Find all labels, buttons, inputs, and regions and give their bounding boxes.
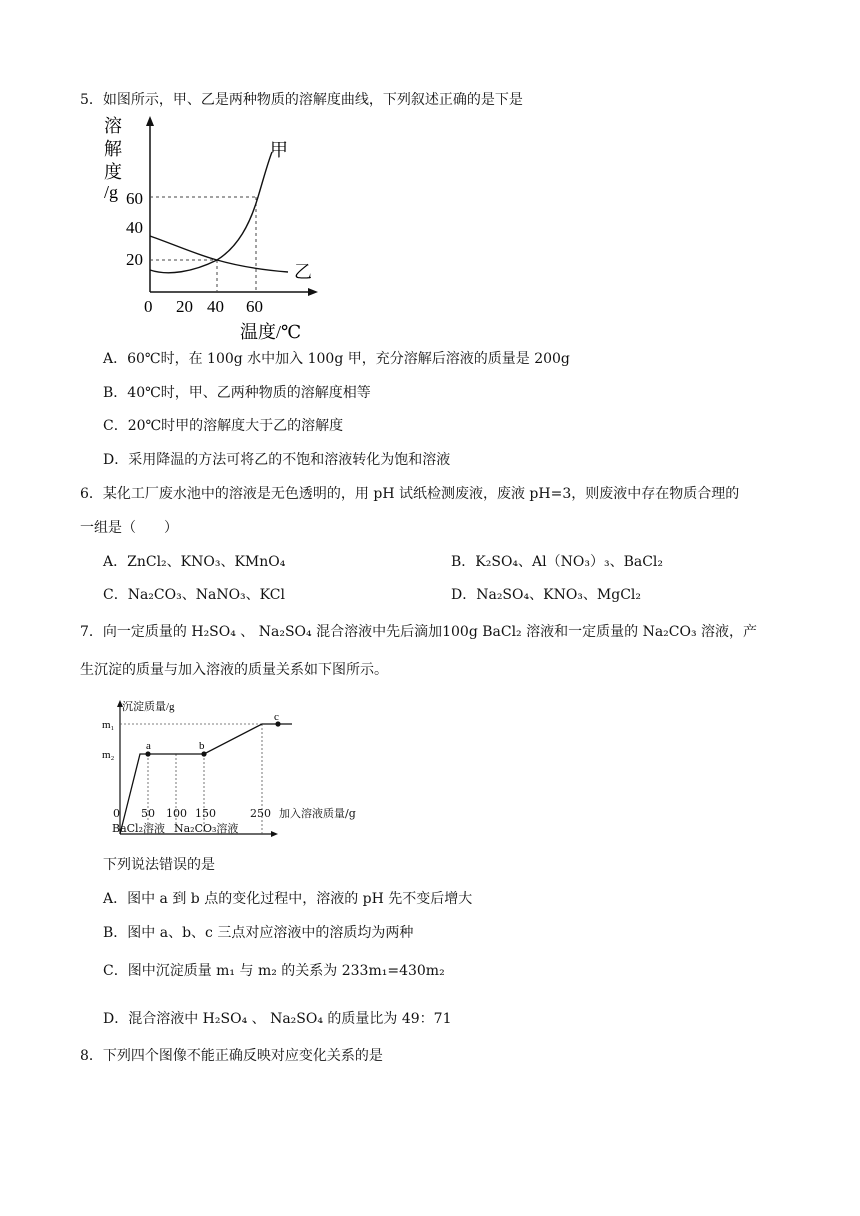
q7-xtick-0-text: 0 [113,807,120,820]
q5-xtick-40: 40 [207,297,224,316]
q5-option-d: D．采用降温的方法可将乙的不饱和溶液转化为饱和溶液 [103,452,451,468]
q7-xlabel: 加入溶液质量/g [279,807,356,820]
q5-xtick-60: 60 [246,297,263,316]
q7-ylabel: 沉淀质量/g [122,701,175,713]
q5-stem: 5．如图所示，甲、乙是两种物质的溶解度曲线，下列叙述正确的是下是 [80,92,523,108]
q6-stem-line1: 6．某化工厂废水池中的溶液是无色透明的，用 pH 试纸检测废液，废液 pH=3，则废液中存在物质合理的 [80,486,740,502]
q7-option-c: C．图中沉淀质量 m₁ 与 m₂ 的关系为 233m₁=430m₂ [103,963,445,979]
q7-lead: 下列说法错误的是 [103,857,215,873]
q5-option-a: A．60℃时，在 100g 水中加入 100g 甲，充分溶解后溶液的质量是 200g [103,351,570,367]
q5-xtick-20: 20 [176,297,193,316]
q5-ytick-20: 20 [126,250,143,269]
q7-point-b [201,751,206,756]
q6-option-c: C．Na₂CO₃、NaNO₃、KCl [103,587,285,603]
q5-curve-jia-label: 甲 [270,140,288,160]
q5-ylabel-4: /g [104,182,119,202]
q7-option-d: D．混合溶液中 H₂SO₄ 、 Na₂SO₄ 的质量比为 49：71 [103,1011,452,1027]
q7-xtick-100-text: 100 [166,807,187,820]
q7-xtick-150-text: 150 [195,807,216,820]
q5-ylabel-3: 度 [104,162,122,182]
q7-ytick-m1: m₁ [102,719,115,731]
q5-solubility-chart [98,112,338,348]
q5-xlabel: 温度/℃ [240,322,302,342]
q7-point-c-label: c [274,711,279,723]
q6-option-b: B．K₂SO₄、Al（NO₃）₃、BaCl₂ [451,554,664,570]
q5-xtick-0: 0 [144,297,153,316]
q7-stem-line1: 7．向一定质量的 H₂SO₄ 、 Na₂SO₄ 混合溶液中先后滴加100g BaCl₂ 溶液和一定质量的 Na₂CO₃ 溶液，产 [80,624,758,640]
q5-ylabel-1: 溶 [104,116,122,136]
q7-xtick-250-text: 250 [250,807,271,820]
q7-ytick-m2: m₂ [102,749,115,761]
q5-ytick-60: 60 [126,189,143,208]
q7-option-a: A．图中 a 到 b 点的变化过程中，溶液的 pH 先不变后增大 [103,891,473,907]
q5-curve-yi [150,236,288,272]
q7-point-a-label: a [146,740,151,752]
q7-xtick-row [113,807,373,821]
q7-stem-line2: 生沉淀的质量与加入溶液的质量关系如下图所示。 [80,662,388,678]
q5-option-c: C．20℃时甲的溶解度大于乙的溶解度 [103,418,344,434]
q7-point-a [145,751,150,756]
q5-curve-yi-label: 乙 [294,262,312,282]
q5-curve-jia [150,152,272,273]
q7-point-b-label: b [199,740,205,752]
q7-xtick-50-text: 50 [141,807,155,820]
q6-stem-line2: 一组是（ ） [80,520,178,536]
q5-ytick-40: 40 [126,218,143,237]
q6-option-d: D．Na₂SO₄、KNO₃、MgCl₂ [451,587,642,603]
q6-option-a: A．ZnCl₂、KNO₃、KMnO₄ [103,554,286,570]
q5-option-b: B．40℃时，甲、乙两种物质的溶解度相等 [103,385,371,401]
q7-under-label-1: BaCl₂溶液 [112,822,165,835]
q7-option-b: B．图中 a、b、c 三点对应溶液中的溶质均为两种 [103,925,414,941]
q5-ylabel-2: 解 [104,139,122,159]
q7-under-label-2: Na₂CO₃溶液 [174,822,239,835]
q8-stem: 8．下列四个图像不能正确反映对应变化关系的是 [80,1048,383,1064]
